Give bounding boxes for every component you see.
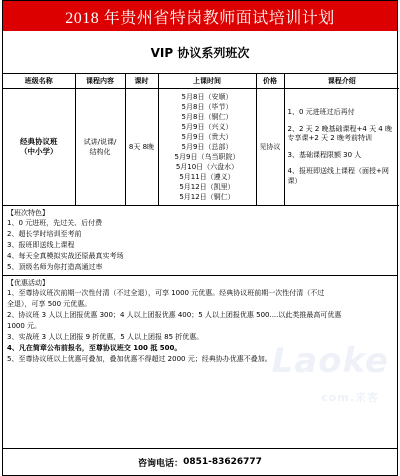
- promotion-item: 1000 元。: [7, 322, 42, 330]
- intro-item: 3、基础课程限额 30 人: [287, 150, 362, 159]
- feature-item: 5、顶级名师为你打造高通过率: [7, 263, 103, 271]
- feature-item: 3、报班即送线上课程: [7, 241, 75, 249]
- features-heading: 【班次特色】: [7, 209, 49, 217]
- feature-item: 2、超长学时培训至考前: [7, 230, 82, 238]
- session-time: 5月8日（安顺）: [181, 93, 233, 101]
- session-time: 5月9日（兴义）: [181, 123, 233, 131]
- time-cell: [158, 89, 256, 206]
- hours-cell: 8天 8晚: [125, 89, 158, 206]
- session-time: 5月12日（凯里）: [179, 183, 235, 191]
- watermark-sub: com.来客: [321, 391, 379, 404]
- intro-item: 1、0 元进班过后再付: [287, 108, 355, 116]
- session-time: 5月10日（六盘水）: [175, 163, 239, 171]
- class-level: （中小学）: [20, 147, 58, 156]
- table-header-row: [3, 74, 399, 89]
- features-section: [3, 206, 397, 276]
- watermark-logo: Laoke: [271, 341, 389, 381]
- content-line: 试讲/说课/: [83, 138, 117, 146]
- table-row: [3, 89, 399, 206]
- promotion-item: 5、至尊协议班以上优惠可叠加，叠加优惠不得超过 2000 元；经典协办优惠不叠加。: [7, 355, 272, 363]
- page-subtitle: VIP 协议系列班次: [3, 31, 397, 74]
- promotions-heading: 【优惠活动】: [7, 279, 49, 287]
- column-header-content: 课程内容: [75, 74, 125, 89]
- session-time: 5月8日（铜仁）: [181, 113, 233, 121]
- column-header-time: 上课时间: [158, 74, 256, 89]
- price-cell: 见协议: [256, 89, 284, 206]
- intro-item: 4、报班即送线上课程（面授+网课）: [287, 167, 389, 185]
- session-time: 5月12日（铜仁）: [179, 193, 235, 201]
- session-time: 5月9日（贵大）: [181, 133, 233, 141]
- content-line: 结构化: [89, 148, 111, 156]
- session-time: 5月9日（总部）: [181, 143, 233, 151]
- intro-cell: [284, 89, 399, 206]
- promotion-item: 2、协议班 3 人以上团报优惠 300；4 人以上团报优惠 400；5 人以上团报优惠 500....以此类推最高可优惠: [7, 311, 342, 319]
- contact-label: 咨询电话：: [138, 458, 184, 469]
- promotion-item: 全退），可享 500 元优惠。: [7, 300, 92, 308]
- promotion-item: 4、凡在简章公布前报名，至尊协议班交 100 抵 500。: [7, 344, 182, 352]
- content-cell: [75, 89, 125, 206]
- feature-item: 1、0 元进班，先过关、后付费: [7, 219, 103, 227]
- promotion-item: 3、实战班 3 人以上团报 9 折优惠，5 人以上团报 85 折优惠。: [7, 333, 204, 341]
- flyer-page: [2, 0, 398, 476]
- column-header-class-name: 班级名称: [3, 74, 75, 89]
- session-time: 5月11日（遵义）: [179, 173, 235, 181]
- course-table: [3, 74, 399, 206]
- promotion-item: 1、至尊协议班次前期一次性付清（不过全退），可享 1000 元优惠。经典协议班前期一次性付清（不过: [7, 289, 325, 297]
- feature-item: 4、每天全真模拟实战还原最真实考场: [7, 252, 124, 260]
- class-name-cell: [3, 89, 75, 206]
- contact-phone: 0851-83626777: [183, 457, 262, 467]
- intro-item: 2、2 天 2 晚基础课程+4 天 4 晚专享课+2 天 2 晚考前特训: [287, 124, 392, 142]
- contact-bar: [3, 448, 397, 475]
- session-time: 5月8日（毕节）: [181, 103, 233, 111]
- session-time: 5月9日（乌当职院）: [174, 153, 240, 161]
- page-title: 2018 年贵州省特岗教师面试培训计划: [3, 1, 397, 31]
- class-name: 经典协议班: [20, 137, 58, 146]
- column-header-hours: 课时: [125, 74, 158, 89]
- column-header-intro: 课程介绍: [284, 74, 399, 89]
- promotions-section: [3, 276, 397, 404]
- column-header-price: 价格: [256, 74, 284, 89]
